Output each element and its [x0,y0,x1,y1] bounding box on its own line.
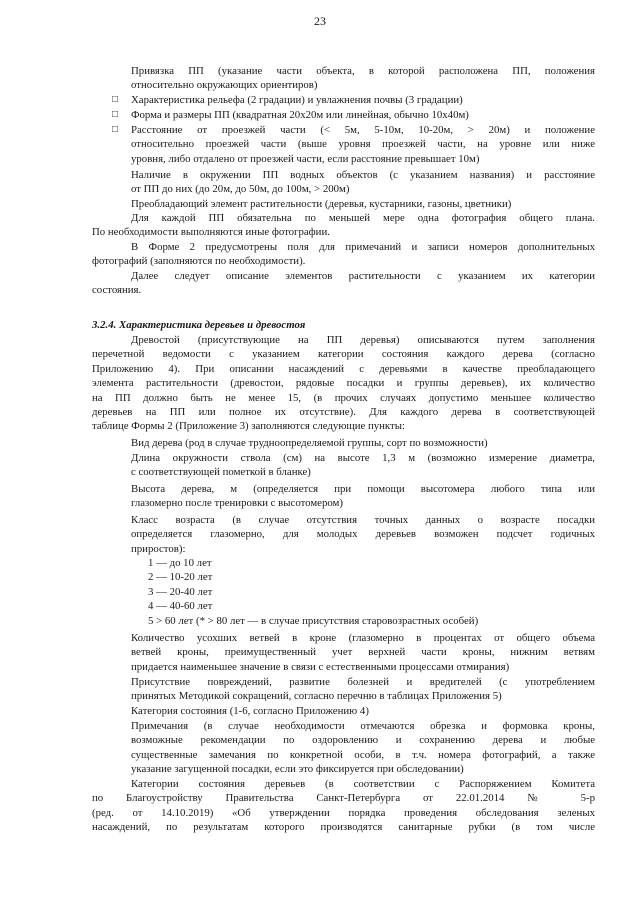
paragraph-water-objects [131,168,595,211]
bullet-item-distance [131,123,595,166]
item-species [131,436,595,450]
text-line: перечетной ведомости с указанием категории состояния каждого дерева (согласно [92,348,595,361]
text-line: возможные рекомендации по оздоровлению и сохранению дерева и любые [131,734,595,747]
text-line: от ПП до них (до 20м, до 50м, до 100м, > 200м) [131,183,350,196]
text-line: деревьев на ПП или полное их отсутствие). Для каждого дерева в соответствующей [92,406,595,419]
text-line: ветвей кроны, преимущественный учет верхней части кроны, нижним ветвям [131,646,595,659]
text-line: Количество усохших ветвей в кроне (глазомерно в процентах от общего объема [131,632,595,644]
checkbox-bullet-icon: □ [112,109,119,120]
text-line: таблице Формы 2 (Приложение 3) заполняются следующие пункты: [92,420,405,433]
text-line: элемента растительности (древостои, рядовые посадки и группы деревьев), их количество [92,377,595,390]
text-line: Характеристика рельефа (2 градации) и увлажнения почвы (3 градации) [131,94,463,106]
age-class-list [148,556,588,628]
text-line: В Форме 2 предусмотрены поля для примечаний и записи номеров дополнительных [131,241,595,253]
age-class-item: 5 > 60 лет (* > 80 лет — в случае присутствия старовозрастных особей) [148,614,479,627]
text-line: Длина окружности ствола (см) на высоте 1,3 м (возможно измерение диаметра, [131,452,595,464]
text-line: Категории состояния деревьев (в соответствии с Распоряжением Комитета [131,778,595,790]
text-line: Далее следует описание элементов растительности с указанием их категории [131,270,595,282]
item-height [131,482,595,511]
age-class-item: 4 — 40-60 лет [148,600,213,613]
item-girth [131,451,595,480]
paragraph-form2 [92,240,595,269]
text-line: насаждений, по результатам которого производятся санитарные рубки (в том числе [92,821,595,834]
text-line: определяется глазомерно, для молодых деревьев возможен подсчет годичных [131,528,595,541]
text-line: (ред. от 14.10.2019) «Об утверждении порядка проведения обследования зеленых [92,806,595,819]
section-heading: 3.2.4. Характеристика деревьев и древостоя [92,319,306,331]
text-line: Привязка ПП (указание части объекта, в которой расположена ПП, положения [131,65,595,77]
text-line: Расстояние от проезжей части (< 5м, 5-10м, 10-20м, > 20м) и положение [131,124,595,136]
text-line: Примечания (в случае необходимости отмечаются обрезка и формовка кроны, [131,720,595,732]
item-notes [131,719,595,777]
text-line: с соответствующей пометкой в бланке) [131,466,311,479]
text-line: относительно окружающих ориентиров) [131,79,318,92]
text-line: Класс возраста (в случае отсутствия точных данных о возрасте посадки [131,514,595,526]
text-line: указание загущенной посадки, если это фиксируется при обследовании) [131,763,464,776]
text-line: уровня, либо отдалено от проезжей части, если расстояние превышает 10м) [131,152,480,165]
paragraph-photo [92,211,595,240]
text-line: Присутствие повреждений, развитие болезней и вредителей (с употреблением [131,676,595,688]
paragraph-final [92,777,595,835]
paragraph-next [92,269,595,298]
age-class-item: 3 — 20-40 лет [148,585,213,598]
age-class-item: 2 — 10-20 лет [148,571,213,584]
bullet-item-shape [131,108,595,122]
text-line: Высота дерева, м (определяется при помощи высотомера любого типа или [131,483,595,495]
text-line: Древостой (присутствующие на ПП деревья) описываются путем заполнения [131,334,595,346]
item-damage [131,675,595,704]
text-line: Наличие в окружении ПП водных объектов (с указанием названия) и расстояние [131,169,595,181]
text-line: фотографий (заполняются по необходимости). [92,255,306,268]
text-line: По необходимости выполняются иные фотографии. [92,226,330,239]
checkbox-bullet-icon: □ [112,94,119,105]
item-dry-branches [131,631,595,674]
text-line: Вид дерева (род в случае трудноопределяемой группы, сорт по возможности) [131,437,488,449]
page-number: 23 [314,14,326,28]
age-class-item: 1 — до 10 лет [148,557,212,569]
paragraph-section [92,333,595,434]
text-line: по Благоустройству Правительства Санкт-Петербурга от 22.01.2014 № 5-р [92,792,595,805]
text-line: Форма и размеры ПП (квадратная 20x20м или линейная, обычно 10x40м) [131,109,469,121]
text-line: Приложению 4). При описании насаждений с деревьями в качестве преобладающего [92,362,595,375]
text-line: придается наименьшее значение в связи с естественными процессами отмирания) [131,660,510,673]
item-category [131,704,595,718]
text-line: приростов): [131,542,186,555]
bullet-item-relief [131,93,595,107]
text-line: относительно проезжей части (выше уровня проезжей части, на уровне или ниже [131,138,595,151]
text-line: Для каждой ПП обязательна по меньшей мере одна фотография общего плана. [131,212,595,224]
text-line: состояния. [92,284,142,297]
text-line: существенные замечания по конкретной особи, в т.ч. номера фотографий, а также [131,748,595,761]
text-line: Категория состояния (1-6, согласно Приложению 4) [131,705,369,717]
checkbox-bullet-icon: □ [112,124,119,135]
paragraph-binding [131,64,595,93]
item-age-class [131,513,595,556]
text-line: на ПП должно быть не менее 15, (в прочих случаях допустимо меньшее количество [92,391,595,404]
text-line: глазомерно после тренировки с высотомером) [131,497,343,510]
text-line: принятых Методикой сокращений, согласно перечню в таблицах Приложения 5) [131,690,502,703]
text-line: Преобладающий элемент растительности (деревья, кустарники, газоны, цветники) [131,197,512,210]
